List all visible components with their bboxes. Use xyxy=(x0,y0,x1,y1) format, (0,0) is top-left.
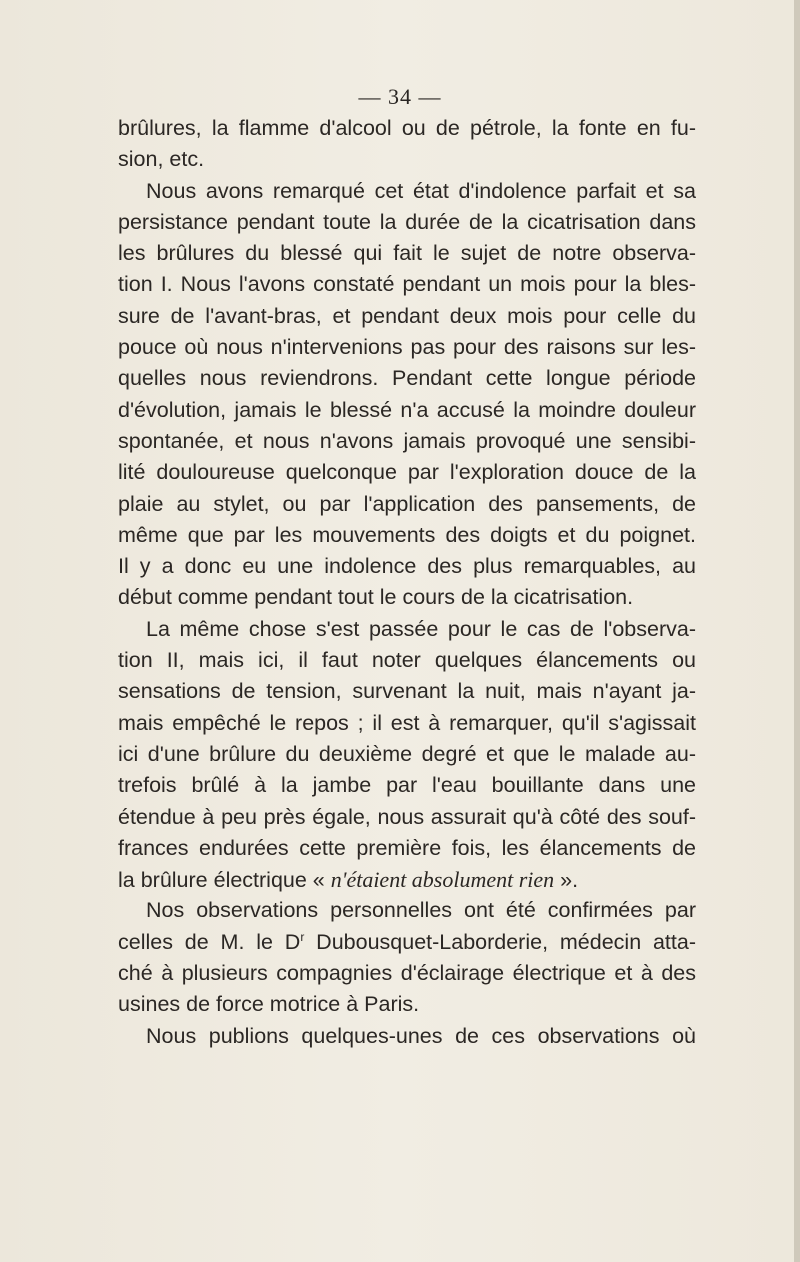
text-line: les brûlures du blessé qui fait le sujet de notre observa- xyxy=(118,241,696,266)
text-line: pouce où nous n'intervenions pas pour des raisons sur les- xyxy=(118,335,696,360)
text-line: brûlures, la flamme d'alcool ou de pétrole, la fonte en fu- xyxy=(118,116,696,140)
text-line-doctor xyxy=(118,927,696,958)
paragraph-lines xyxy=(118,113,696,864)
text-line: persistance pendant toute la durée de la cicatrisation dans xyxy=(118,209,696,234)
text-line: La même chose s'est passée pour le cas de l'observa- xyxy=(146,616,696,641)
text-line-quote-before: la brûlure électrique « xyxy=(118,868,331,893)
text-line: mais empêché le repos ; il est à remarquer, qu'il s'agissait xyxy=(118,710,696,735)
text-line: lité douloureuse quelconque par l'exploration douce de la xyxy=(118,460,696,485)
text-line: usines de force motrice à Paris. xyxy=(118,992,420,1017)
text-line: Il y a donc eu une indolence des plus remarquables, au xyxy=(118,554,696,579)
italic-quote: n'étaient absolument rien xyxy=(330,867,555,893)
superscript-r: r xyxy=(300,929,305,944)
text-line: d'évolution, jamais le blessé n'a accusé la moindre douleur xyxy=(118,397,696,422)
text-line: sensations de tension, survenant la nuit, mais n'ayant ja- xyxy=(118,679,696,704)
text-line: quelles nous reviendrons. Pendant cette longue période xyxy=(118,366,696,391)
text-line: frances endurées cette première fois, les élancements de xyxy=(118,835,696,860)
text-line-doctor-after: Dubousquet-Laborderie, médecin atta- xyxy=(304,929,696,954)
text-line: ché à plusieurs compagnies d'éclairage électrique et à des xyxy=(118,961,696,986)
text-line: sure de l'avant-bras, et pendant deux mois pour celle du xyxy=(118,303,696,328)
text-line: tion II, mais ici, il faut noter quelques élancements ou xyxy=(118,648,696,673)
text-line: plaie au stylet, ou par l'application des pansements, de xyxy=(118,491,696,516)
text-line-doctor-before: celles de M. le D xyxy=(118,929,301,954)
page-edge xyxy=(794,0,800,1262)
body-text xyxy=(118,113,696,1052)
text-line: étendue à peu près égale, nous assurait qu'à côté des souf- xyxy=(118,804,696,829)
text-line: Nous avons remarqué cet état d'indolence parfait et sa xyxy=(146,178,696,203)
text-line: spontanée, et nous n'avons jamais provoqué une sensibi- xyxy=(118,428,696,453)
page-number: — 34 — xyxy=(358,84,442,109)
text-line-quote xyxy=(118,864,696,895)
text-line: début comme pendant tout le cours de la cicatrisation. xyxy=(118,585,634,610)
text-line: Nous publions quelques-unes de ces observations où xyxy=(146,1023,696,1048)
text-line: même que par les mouvements des doigts et du poignet. xyxy=(118,522,696,547)
text-line: sion, etc. xyxy=(118,147,205,172)
text-line: tion I. Nous l'avons constaté pendant un mois pour la bles- xyxy=(118,272,696,297)
text-line: ici d'une brûlure du deuxième degré et que le malade au- xyxy=(118,741,696,766)
text-line: trefois brûlé à la jambe par l'eau bouillante dans une xyxy=(118,773,696,798)
text-line-quote-after: ». xyxy=(554,868,579,893)
text-line: Nos observations personnelles ont été confirmées par xyxy=(146,898,696,923)
